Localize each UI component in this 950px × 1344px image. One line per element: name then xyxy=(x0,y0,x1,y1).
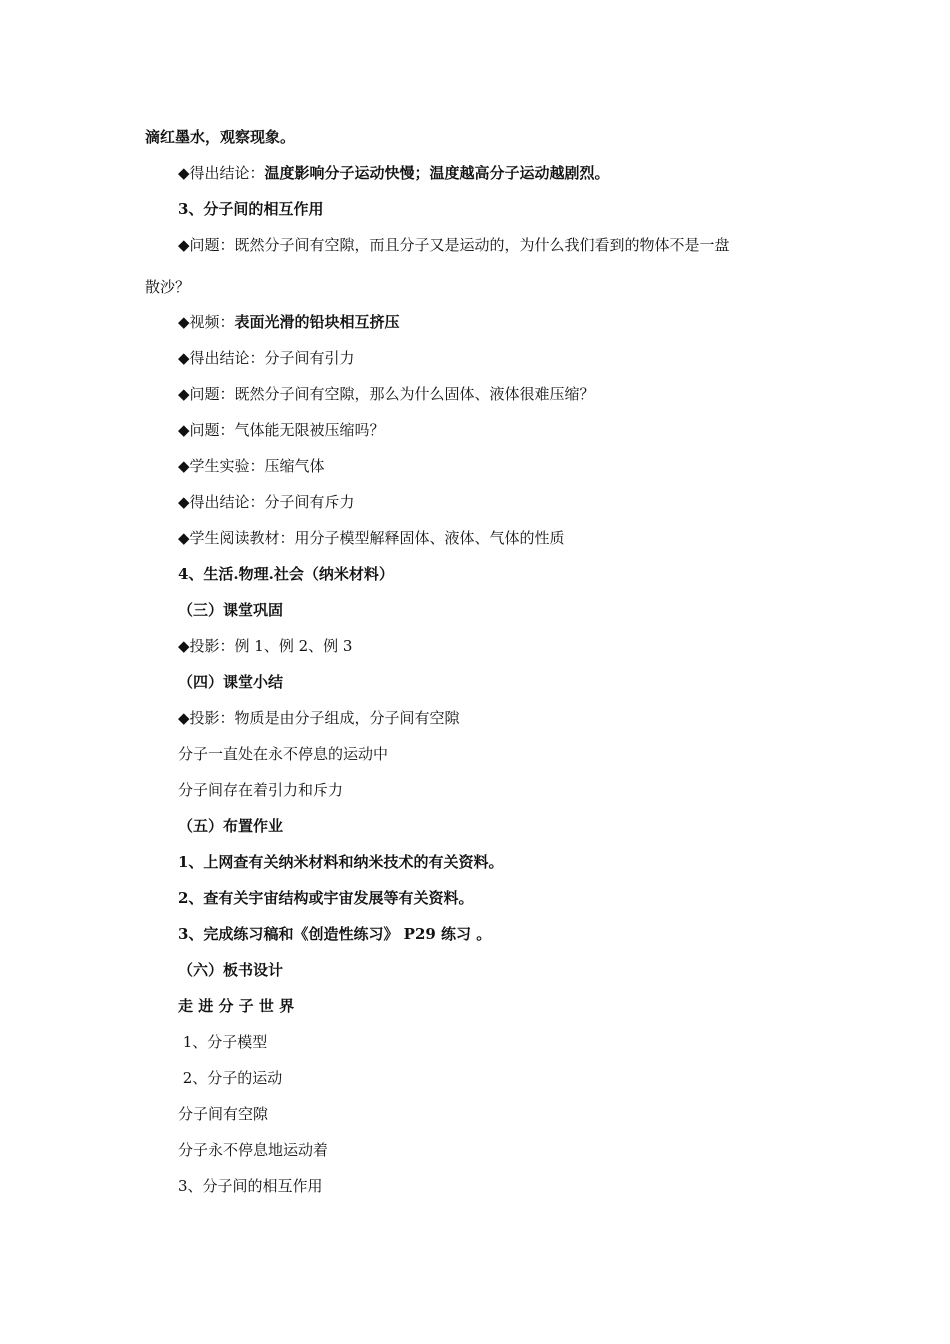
text-line: 分子间存在着引力和斥力 xyxy=(178,781,344,799)
text-span-bold: 表面光滑的铅块相互挤压 xyxy=(234,313,400,331)
homework-item: 3、完成练习稿和《创造性练习》 P29 练习 。 xyxy=(178,925,492,943)
section-heading: （四）课堂小结 xyxy=(178,673,284,691)
section-heading: 3、分子间的相互作用 xyxy=(178,200,324,218)
conclusion-temperature xyxy=(178,163,610,183)
text-line: ◆问题：既然分子间有空隙，那么为什么固体、液体很难压缩？ xyxy=(178,385,595,403)
text-line: ◆问题：既然分子间有空隙，而且分子又是运动的，为什么我们看到的物体不是一盘 xyxy=(178,236,730,254)
section-heading: （三）课堂巩固 xyxy=(178,601,284,619)
board-title: 走 进 分 子 世 界 xyxy=(178,997,295,1015)
text-line: 3、分子间的相互作用 xyxy=(178,1177,323,1195)
text-line: ◆学生实验：压缩气体 xyxy=(178,457,325,475)
text-span: ◆得出结论： xyxy=(178,164,265,182)
text-line: 分子永不停息地运动着 xyxy=(178,1141,329,1159)
text-line: 滴红墨水，观察现象。 xyxy=(145,128,296,146)
video-line xyxy=(178,312,400,332)
homework-item: 2、查有关宇宙结构或宇宙发展等有关资料。 xyxy=(178,889,474,907)
text-line: ◆得出结论：分子间有引力 xyxy=(178,349,355,367)
text-line: ◆得出结论：分子间有斥力 xyxy=(178,493,355,511)
text-span: ◆视频： xyxy=(178,313,235,331)
section-heading: （六）板书设计 xyxy=(178,961,284,979)
text-line: 散沙？ xyxy=(145,278,191,296)
section-heading: 4、生活.物理.社会（纳米材料） xyxy=(178,565,394,583)
section-heading: （五）布置作业 xyxy=(178,817,284,835)
text-line: ◆投影：物质是由分子组成，分子间有空隙 xyxy=(178,709,460,727)
text-line: ◆学生阅读教材：用分子模型解释固体、液体、气体的性质 xyxy=(178,529,565,547)
text-line: 分子间有空隙 xyxy=(178,1105,269,1123)
text-line: 2、分子的运动 xyxy=(178,1069,283,1087)
text-line: ◆投影：例 1、例 2、例 3 xyxy=(178,637,353,655)
text-line: 1、分子模型 xyxy=(178,1033,268,1051)
homework-item: 1、上网查有关纳米材料和纳米技术的有关资料。 xyxy=(178,853,504,871)
text-line: 分子一直处在永不停息的运动中 xyxy=(178,745,389,763)
text-span-bold: 温度影响分子运动快慢；温度越高分子运动越剧烈。 xyxy=(264,164,610,182)
text-line: ◆问题：气体能无限被压缩吗？ xyxy=(178,421,385,439)
